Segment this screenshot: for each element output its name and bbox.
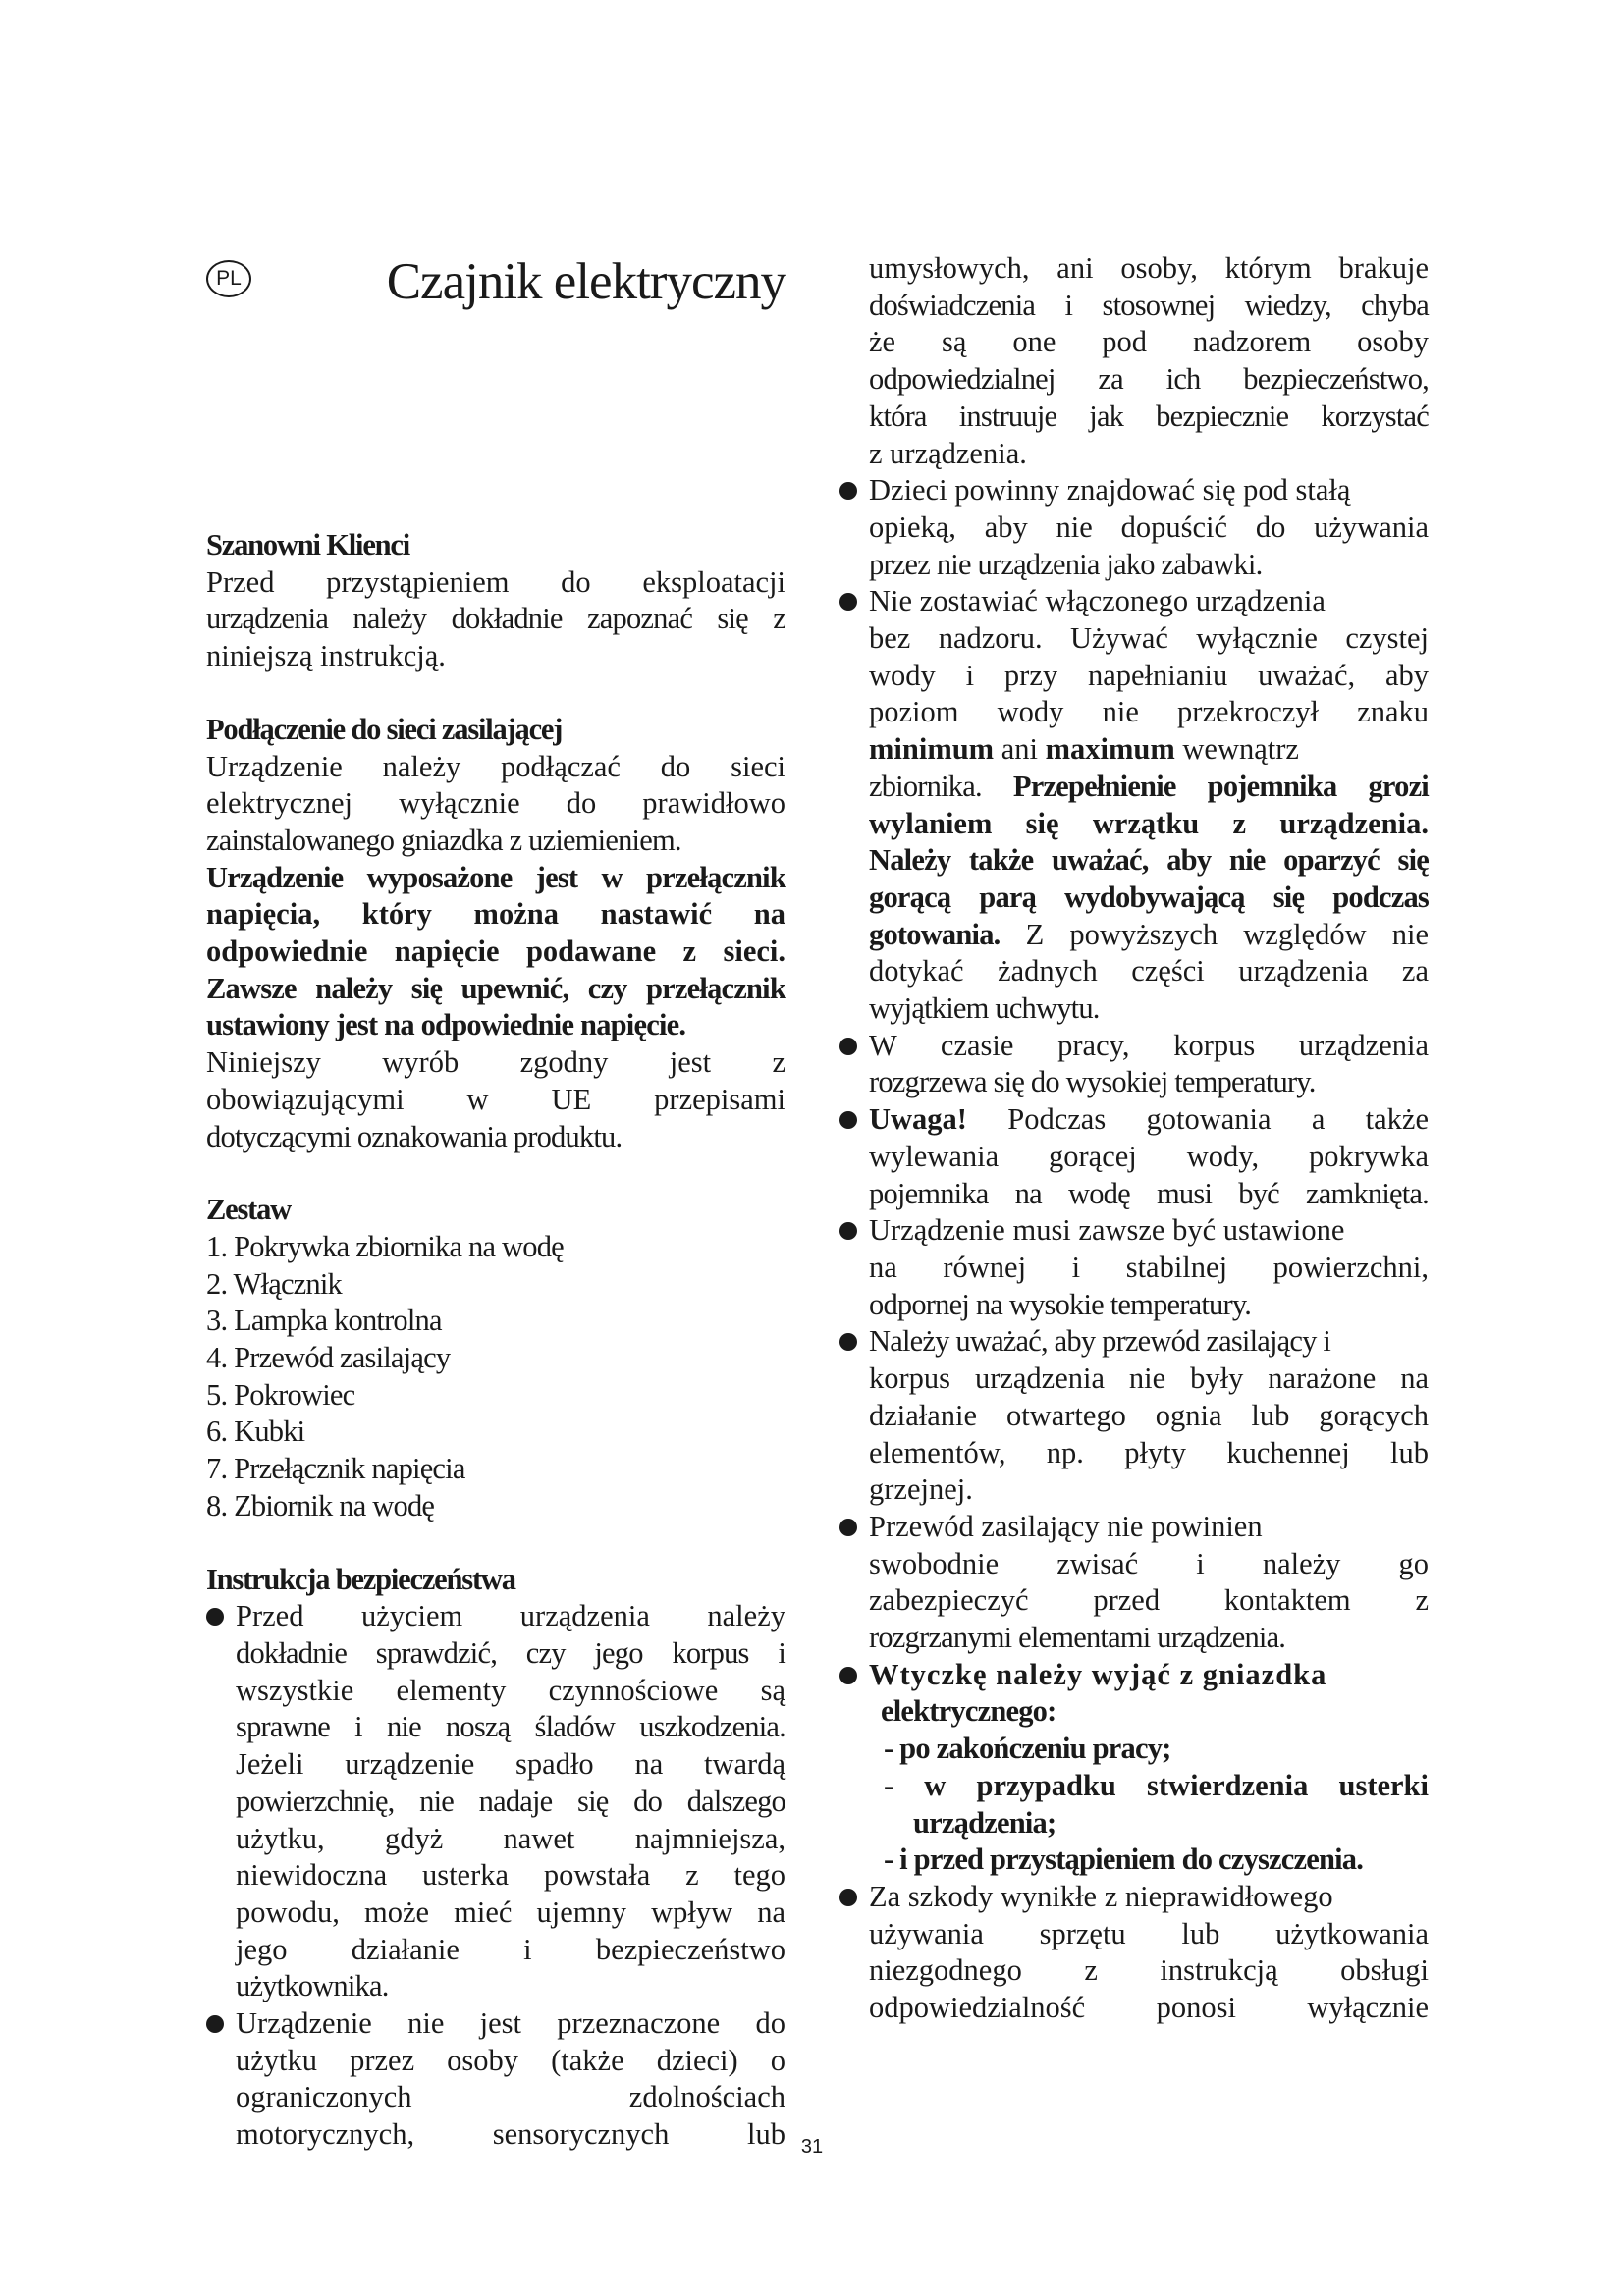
bullet-line: elektrycznego: [881, 1694, 1056, 1729]
connection-bold-line: napięcia, który można nastawić na [206, 897, 785, 932]
bullet-line: dotykać żadnych części urządzenia za [869, 954, 1429, 988]
bullet-icon [206, 2015, 224, 2033]
continued-bullet [839, 250, 1429, 472]
text-run: wewnątrz [1174, 732, 1299, 767]
bullet-line: wylaniem się wrzątku z urządzenia. [869, 806, 1429, 840]
bullet-line: umysłowych, ani osoby, którym brakuje [869, 251, 1429, 285]
bullet-line: Za szkody wynikłe z nieprawidłowego [869, 1879, 1333, 1913]
bullet-line: rozgrzanymi elementami urządzenia. [869, 1621, 1286, 1655]
connection-line: zainstalowanego gniazdka z uziemieniem. [206, 823, 681, 857]
bullet-line: korpus urządzenia nie były narażone na [869, 1362, 1429, 1396]
bullet-line: gorącą parą wydobywającą się podczas [869, 880, 1429, 914]
bullet-icon [839, 1889, 857, 1906]
bullet-line: użytku, gdyż nawet najmniejsza, [236, 1821, 785, 1855]
safety-bullet [839, 583, 1429, 1027]
bold-run: Przepełnienie pojemnika grozi [1012, 769, 1429, 803]
bullet-line: ograniczonych zdolnościach [236, 2080, 785, 2114]
dash-item: - po zakończeniu pracy; [884, 1732, 1171, 1766]
bullet-line [869, 769, 1429, 806]
text-run: Podczas gotowania a także [966, 1102, 1429, 1137]
bullet-line: powierzchnię, nie nadaje się do dalszego [236, 1784, 785, 1818]
page-title: Czajnik elektryczny [386, 253, 785, 310]
bullet-line: Dzieci powinny znajdować się pod stałą [869, 473, 1351, 507]
bullet-line: Jeżeli urządzenie spadło na twardą [236, 1747, 785, 1782]
bullet-line: rozgrzewa się do wysokiej temperatury. [869, 1065, 1316, 1099]
bullet-line: że są one pod nadzorem osoby [869, 325, 1429, 359]
bullet-line: użytkownika. [236, 1969, 389, 2003]
bullet-line: Wtyczkę należy wyjąć z gniazdka [869, 1657, 1327, 1691]
text-run: Z powyższych względów nie [1000, 917, 1429, 951]
bullet-line [869, 731, 1429, 769]
compliance-line: obowiązującymi w UE przepisami [206, 1082, 785, 1116]
bullet-line: która instruuje jak bezpiecznie korzystać [869, 399, 1429, 433]
bullet-line: pojemnika na wodę musi być zamknięta. [869, 1176, 1429, 1210]
bold-term: minimum [869, 732, 995, 767]
page-number: 31 [800, 2136, 824, 2158]
safety-bullet [839, 1509, 1429, 1657]
bullet-line: doświadczenia i stosownej wiedzy, chyba [869, 288, 1429, 322]
connection-line: Urządzenie należy podłączać do sieci [206, 749, 785, 783]
set-heading: Zestaw [206, 1193, 291, 1227]
safety-bullet [206, 2005, 785, 2154]
bullet-line: wyjątkiem uchwytu. [869, 991, 1100, 1026]
list-item: 8. Zbiornik na wodę [206, 1488, 435, 1522]
bullet-line: niezgodnego z instrukcją obsługi [869, 1953, 1429, 1988]
safety-bullet [206, 1598, 785, 2005]
bullet-icon [839, 1667, 857, 1684]
bullet-line: niewidoczna usterka powstała z tego [236, 1858, 785, 1893]
dash-item: - i przed przystąpieniem do czyszczenia. [884, 1842, 1364, 1877]
bold-term: maximum [1045, 732, 1175, 767]
safety-bullet [839, 1101, 1429, 1212]
bullet-line: odpowiedzialność ponosi wyłącznie [869, 1991, 1429, 2025]
bullet-icon [839, 1222, 857, 1240]
bullet-line: sprawne i nie noszą śladów uszkodzenia. [236, 1710, 785, 1744]
list-item: 4. Przewód zasilający [206, 1341, 451, 1375]
bullet-line: wody i przy napełnianiu uważać, aby [869, 658, 1429, 692]
connection-line: elektrycznej wyłącznie do prawidłowo [206, 786, 785, 821]
safety-bullet [839, 1323, 1429, 1509]
bullet-line: W czasie pracy, korpus urządzenia [869, 1028, 1429, 1062]
bullet-line [869, 917, 1429, 954]
bullet-line: Należy także uważać, aby nie oparzyć się [869, 843, 1429, 878]
intro-line: Przed przystąpieniem do eksploatacji [206, 564, 785, 599]
bullet-line: jego działanie i bezpieczeństwo [236, 1932, 785, 1966]
bullet-line: dokładnie sprawdzić, czy jego korpus i [236, 1635, 785, 1670]
bullet-line: użytku przez osoby (także dzieci) o [236, 2043, 785, 2077]
text-run: ani [994, 732, 1046, 767]
set-list [206, 1229, 785, 1525]
bold-run: gotowania. [869, 917, 1001, 951]
bullet-line: poziom wody nie przekroczył znaku [869, 695, 1429, 729]
list-item: 7. Przełącznik napięcia [206, 1452, 465, 1486]
bullet-line: używania sprzętu lub użytkowania [869, 1916, 1429, 1950]
compliance-line: dotyczącymi oznakowania produktu. [206, 1119, 623, 1153]
intro-line: niniejszą instrukcją. [206, 639, 446, 673]
list-item: 1. Pokrywka zbiornika na wodę [206, 1229, 564, 1263]
safety-bullet [839, 1879, 1429, 2027]
bullet-line: Przewód zasilający nie powinien [869, 1509, 1263, 1543]
bullet-line: przez nie urządzenia jako zabawki. [869, 547, 1263, 581]
safety-bullet [839, 472, 1429, 583]
bullet-icon [839, 482, 857, 500]
bullet-line: odpowiedzialnej za ich bezpieczeństwo, [869, 362, 1429, 397]
bullet-line: z urządzenia. [869, 436, 1027, 470]
bullet-line: zabezpieczyć przed kontaktem z [869, 1583, 1429, 1618]
bullet-line: Należy uważać, aby przewód zasilający i [869, 1324, 1331, 1359]
bullet-line: Urządzenie musi zawsze być ustawione [869, 1213, 1345, 1248]
bullet-line: na równej i stabilnej powierzchni, [869, 1250, 1429, 1284]
connection-bold-line: ustawiony jest na odpowiednie napięcie. [206, 1008, 686, 1042]
bullet-line: bez nadzoru. Używać wyłącznie czystej [869, 621, 1429, 656]
bullet-line: wylewania gorącej wody, pokrywka [869, 1139, 1429, 1173]
bullet-icon [839, 593, 857, 611]
bullet-icon [839, 1333, 857, 1351]
text-run: zbiornika. [869, 769, 1013, 803]
dash-item: urządzenia; [913, 1805, 1056, 1840]
bullet-line: wszystkie elementy czynnościowe są [236, 1673, 785, 1707]
bullet-icon [206, 1608, 224, 1626]
page-header [206, 250, 785, 388]
bullet-line: Urządzenie nie jest przeznaczone do [236, 2006, 785, 2041]
bullet-line: swobodnie zwisać i należy go [869, 1546, 1429, 1580]
bullet-icon [839, 1111, 857, 1129]
warning-label: Uwaga! [869, 1102, 967, 1137]
bullet-line [869, 1101, 1429, 1139]
connection-heading: Podłączenie do sieci zasilającej [206, 712, 563, 746]
left-column [206, 250, 785, 2154]
bullet-line: powodu, może mieć ujemny wpływ na [236, 1895, 785, 1929]
list-item: 3. Lampka kontrolna [206, 1304, 442, 1338]
bullet-line: motorycznych, sensorycznych lub [236, 2117, 785, 2152]
bullet-icon [839, 1038, 857, 1055]
connection-bold-line: Zawsze należy się upewnić, czy przełącznik [206, 971, 785, 1005]
connection-bold-line: odpowiednie napięcie podawane z sieci. [206, 934, 785, 969]
language-badge: PL [206, 260, 251, 297]
intro-heading: Szanowni Klienci [206, 528, 410, 561]
intro-line: urządzenia należy dokładnie zapoznać się z [206, 602, 785, 636]
bullet-line: Nie zostawiać włączonego urządzenia [869, 584, 1326, 618]
list-item: 6. Kubki [206, 1415, 305, 1449]
connection-bold-line: Urządzenie wyposażone jest w przełącznik [206, 860, 785, 894]
bullet-line: grzejnej. [869, 1472, 973, 1507]
safety-bullet [839, 1657, 1429, 1879]
safety-heading: Instrukcja bezpieczeństwa [206, 1562, 515, 1596]
bullet-line: działanie otwartego ognia lub gorących [869, 1398, 1429, 1432]
bullet-line: Przed użyciem urządzenia należy [236, 1599, 785, 1633]
right-column [839, 250, 1429, 2027]
bullet-line: elementów, np. płyty kuchennej lub [869, 1435, 1429, 1469]
list-item: 2. Włącznik [206, 1266, 342, 1301]
bullet-icon [839, 1519, 857, 1536]
safety-bullet [839, 1028, 1429, 1101]
bullet-line: opieką, aby nie dopuścić do używania [869, 509, 1429, 544]
list-item: 5. Pokrowiec [206, 1377, 355, 1412]
dash-item: - w przypadku stwierdzenia usterki [884, 1768, 1429, 1802]
safety-bullet [839, 1212, 1429, 1323]
bullet-line: odpornej na wysokie temperatury. [869, 1287, 1252, 1321]
compliance-line: Niniejszy wyrób zgodny jest z [206, 1045, 785, 1080]
